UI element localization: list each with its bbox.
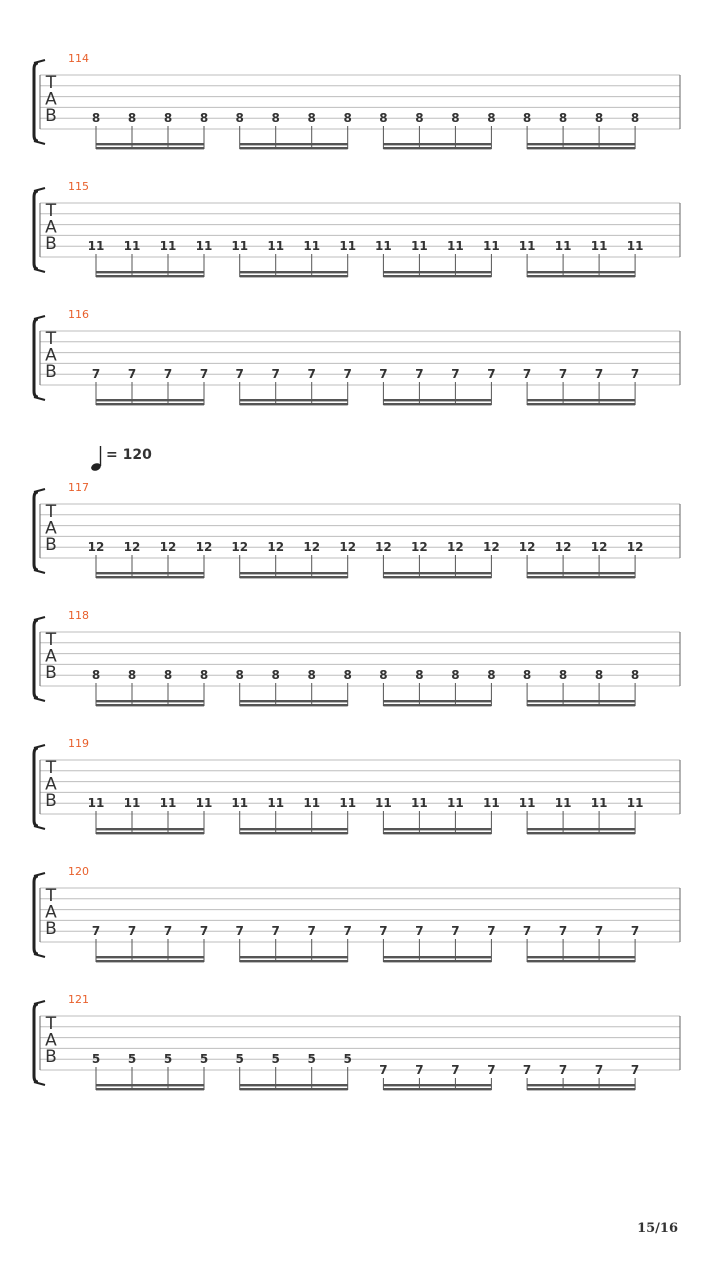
beam-secondary <box>240 704 348 706</box>
tab-clef-letter: A <box>45 345 57 366</box>
fret-number: 11 <box>123 796 141 810</box>
fret-number: 8 <box>271 111 280 125</box>
page-number: 15/16 <box>637 1221 678 1236</box>
fret-number: 11 <box>339 796 357 810</box>
beam-secondary <box>383 832 491 834</box>
fret-number: 11 <box>626 239 644 253</box>
fret-number: 11 <box>447 796 464 810</box>
beam-primary <box>383 572 491 574</box>
fret-number: 8 <box>451 111 460 125</box>
fret-number: 11 <box>159 796 177 810</box>
fret-number: 8 <box>163 668 173 682</box>
fret-number: 11 <box>518 239 536 253</box>
beam-primary <box>96 143 204 145</box>
fret-number: 7 <box>522 367 532 381</box>
fret-number: 12 <box>303 540 321 554</box>
fret-number: 11 <box>375 796 392 810</box>
fret-number: 12 <box>231 540 249 554</box>
beam-primary <box>383 1084 491 1086</box>
fret-number: 7 <box>630 1063 640 1077</box>
fret-number: 5 <box>91 1052 101 1066</box>
fret-number: 7 <box>127 924 137 938</box>
fret-number: 11 <box>339 239 357 253</box>
fret-number: 8 <box>199 668 209 682</box>
fret-number: 11 <box>303 796 321 810</box>
fret-number: 8 <box>91 111 101 125</box>
beam-secondary <box>527 960 635 962</box>
tab-system-118 <box>34 609 680 706</box>
fret-number: 12 <box>159 540 177 554</box>
fret-number: 11 <box>590 239 608 253</box>
measure-number: 117 <box>68 481 89 494</box>
beam-secondary <box>240 832 348 834</box>
system-bracket <box>34 620 38 698</box>
beam-secondary <box>383 704 491 706</box>
fret-number: 7 <box>235 924 244 938</box>
fret-number: 8 <box>630 668 640 682</box>
beam-primary <box>240 271 348 273</box>
measure-number: 120 <box>68 865 89 878</box>
beam-primary <box>383 700 491 702</box>
beam-secondary <box>527 704 635 706</box>
tab-system-116 <box>34 308 680 405</box>
beam-secondary <box>527 576 635 578</box>
fret-number: 8 <box>91 668 101 682</box>
measure-number: 118 <box>68 609 89 622</box>
tab-clef-letter: A <box>45 646 57 667</box>
fret-number: 11 <box>626 796 644 810</box>
fret-number: 8 <box>451 668 460 682</box>
fret-number: 8 <box>307 668 316 682</box>
fret-number: 7 <box>415 1063 424 1077</box>
fret-number: 8 <box>487 668 496 682</box>
fret-number: 7 <box>91 924 101 938</box>
fret-number: 7 <box>343 924 352 938</box>
fret-number: 8 <box>594 668 604 682</box>
beam-primary <box>240 399 348 401</box>
system-bracket <box>34 319 38 397</box>
beam-secondary <box>240 1088 348 1090</box>
fret-number: 8 <box>127 111 137 125</box>
fret-number: 5 <box>163 1052 173 1066</box>
beam-primary <box>383 828 491 830</box>
fret-number: 8 <box>343 111 352 125</box>
fret-number: 8 <box>163 111 173 125</box>
fret-number: 7 <box>487 924 496 938</box>
tab-system-115 <box>34 180 680 277</box>
system-bracket <box>34 1004 38 1082</box>
tab-clef-letter: T <box>45 329 57 349</box>
fret-number: 12 <box>411 540 428 554</box>
fret-number: 12 <box>195 540 213 554</box>
fret-number: 8 <box>379 111 388 125</box>
beam-secondary <box>383 275 491 277</box>
measure-number: 115 <box>68 180 89 193</box>
tab-clef-letter: B <box>45 663 57 683</box>
fret-number: 8 <box>415 668 424 682</box>
beam-secondary <box>527 275 635 277</box>
fret-number: 12 <box>554 540 572 554</box>
tab-clef-letter: B <box>45 919 57 939</box>
fret-number: 12 <box>267 540 285 554</box>
fret-number: 11 <box>483 239 500 253</box>
tab-clef-letter: B <box>45 791 57 811</box>
beam-secondary <box>96 1088 204 1090</box>
tab-clef-letter: T <box>45 1014 57 1034</box>
beam-primary <box>527 956 635 958</box>
beam-secondary <box>240 960 348 962</box>
fret-number: 7 <box>307 924 316 938</box>
beam-primary <box>96 572 204 574</box>
fret-number: 12 <box>483 540 500 554</box>
beam-secondary <box>96 275 204 277</box>
fret-number: 7 <box>379 367 388 381</box>
beam-primary <box>96 271 204 273</box>
fret-number: 7 <box>451 367 460 381</box>
fret-number: 11 <box>590 796 608 810</box>
measure-number: 116 <box>68 308 89 321</box>
fret-number: 7 <box>271 924 280 938</box>
beam-secondary <box>527 403 635 405</box>
beam-primary <box>527 399 635 401</box>
fret-number: 7 <box>415 924 424 938</box>
fret-number: 7 <box>199 367 209 381</box>
system-bracket <box>34 191 38 269</box>
fret-number: 8 <box>415 111 424 125</box>
fret-number: 5 <box>343 1052 352 1066</box>
system-bracket <box>34 63 38 141</box>
fret-number: 7 <box>163 367 173 381</box>
fret-number: 11 <box>483 796 500 810</box>
beam-secondary <box>96 403 204 405</box>
fret-number: 12 <box>447 540 464 554</box>
beam-secondary <box>527 147 635 149</box>
tempo-marking <box>90 446 152 472</box>
beam-secondary <box>240 275 348 277</box>
beam-primary <box>527 143 635 145</box>
fret-number: 11 <box>447 239 464 253</box>
fret-number: 7 <box>594 1063 604 1077</box>
fret-number: 11 <box>267 796 285 810</box>
fret-number: 11 <box>411 796 428 810</box>
fret-number: 8 <box>343 668 352 682</box>
tab-clef-letter: T <box>45 201 57 221</box>
fret-number: 11 <box>87 796 105 810</box>
fret-number: 8 <box>199 111 209 125</box>
fret-number: 8 <box>487 111 496 125</box>
tab-system-121 <box>34 993 680 1090</box>
tab-clef-letter: T <box>45 758 57 778</box>
fret-number: 12 <box>518 540 536 554</box>
fret-number: 7 <box>522 924 532 938</box>
beam-primary <box>240 143 348 145</box>
fret-number: 12 <box>123 540 141 554</box>
beam-secondary <box>96 832 204 834</box>
fret-number: 8 <box>127 668 137 682</box>
fret-number: 8 <box>594 111 604 125</box>
fret-number: 8 <box>558 668 568 682</box>
fret-number: 11 <box>231 796 249 810</box>
tab-clef-letter: T <box>45 630 57 650</box>
fret-number: 7 <box>487 1063 496 1077</box>
tab-system-114 <box>34 52 680 149</box>
fret-number: 7 <box>558 367 568 381</box>
fret-number: 8 <box>235 668 244 682</box>
beam-secondary <box>96 960 204 962</box>
beam-primary <box>527 1084 635 1086</box>
fret-number: 8 <box>307 111 316 125</box>
beam-secondary <box>240 403 348 405</box>
beam-secondary <box>383 403 491 405</box>
beam-secondary <box>96 576 204 578</box>
beam-primary <box>96 399 204 401</box>
beam-primary <box>240 1084 348 1086</box>
fret-number: 11 <box>411 239 428 253</box>
beam-primary <box>240 700 348 702</box>
beam-secondary <box>383 960 491 962</box>
tab-clef-letter: A <box>45 1030 57 1051</box>
beam-primary <box>527 271 635 273</box>
fret-number: 7 <box>558 1063 568 1077</box>
fret-number: 11 <box>518 796 536 810</box>
fret-number: 7 <box>271 367 280 381</box>
fret-number: 12 <box>339 540 357 554</box>
fret-number: 11 <box>554 239 572 253</box>
tab-clef-letter: B <box>45 535 57 555</box>
fret-number: 7 <box>451 924 460 938</box>
fret-number: 7 <box>379 1063 388 1077</box>
fret-number: 12 <box>87 540 105 554</box>
measure-number: 114 <box>68 52 89 65</box>
system-bracket <box>34 876 38 954</box>
tab-system-117 <box>34 481 680 578</box>
fret-number: 11 <box>123 239 141 253</box>
fret-number: 11 <box>303 239 321 253</box>
fret-number: 7 <box>594 924 604 938</box>
beam-primary <box>383 399 491 401</box>
system-bracket <box>34 748 38 826</box>
beam-primary <box>96 956 204 958</box>
beam-secondary <box>240 576 348 578</box>
beam-primary <box>383 143 491 145</box>
fret-number: 7 <box>415 367 424 381</box>
beam-secondary <box>383 1088 491 1090</box>
tab-system-119 <box>34 737 680 834</box>
tab-clef-letter: B <box>45 106 57 126</box>
measure-number: 121 <box>68 993 89 1006</box>
beam-primary <box>96 1084 204 1086</box>
fret-number: 12 <box>375 540 392 554</box>
fret-number: 5 <box>199 1052 209 1066</box>
fret-number: 7 <box>451 1063 460 1077</box>
beam-primary <box>96 700 204 702</box>
fret-number: 12 <box>626 540 644 554</box>
tab-clef-letter: B <box>45 1047 57 1067</box>
tab-clef-letter: A <box>45 217 57 238</box>
tab-clef-letter: T <box>45 886 57 906</box>
beam-secondary <box>96 147 204 149</box>
fret-number: 12 <box>590 540 608 554</box>
tab-clef-letter: A <box>45 518 57 539</box>
fret-number: 7 <box>199 924 209 938</box>
beam-primary <box>240 828 348 830</box>
tab-clef-letter: A <box>45 774 57 795</box>
beam-secondary <box>383 576 491 578</box>
fret-number: 7 <box>522 1063 532 1077</box>
beam-secondary <box>96 704 204 706</box>
system-bracket <box>34 492 38 570</box>
beam-secondary <box>383 147 491 149</box>
fret-number: 11 <box>159 239 177 253</box>
beam-primary <box>96 828 204 830</box>
beam-primary <box>527 700 635 702</box>
beam-secondary <box>527 1088 635 1090</box>
fret-number: 7 <box>343 367 352 381</box>
tab-clef-letter: T <box>45 73 57 93</box>
tab-system-120 <box>34 865 680 962</box>
fret-number: 7 <box>307 367 316 381</box>
fret-number: 8 <box>271 668 280 682</box>
measure-number: 119 <box>68 737 89 750</box>
fret-number: 7 <box>487 367 496 381</box>
fret-number: 7 <box>235 367 244 381</box>
tempo-text: = 120 <box>106 447 152 463</box>
fret-number: 7 <box>630 367 640 381</box>
fret-number: 7 <box>91 367 101 381</box>
tab-clef-letter: B <box>45 234 57 254</box>
beam-secondary <box>240 147 348 149</box>
beam-primary <box>383 271 491 273</box>
fret-number: 11 <box>195 796 213 810</box>
fret-number: 5 <box>271 1052 280 1066</box>
fret-number: 8 <box>558 111 568 125</box>
fret-number: 8 <box>522 111 532 125</box>
fret-number: 11 <box>375 239 392 253</box>
tab-clef-letter: T <box>45 502 57 522</box>
fret-number: 7 <box>163 924 173 938</box>
beam-primary <box>527 828 635 830</box>
beam-secondary <box>527 832 635 834</box>
fret-number: 11 <box>267 239 285 253</box>
fret-number: 11 <box>554 796 572 810</box>
fret-number: 7 <box>379 924 388 938</box>
beam-primary <box>527 572 635 574</box>
fret-number: 7 <box>630 924 640 938</box>
fret-number: 7 <box>594 367 604 381</box>
beam-primary <box>240 572 348 574</box>
fret-number: 5 <box>307 1052 316 1066</box>
fret-number: 5 <box>127 1052 137 1066</box>
tab-clef-letter: A <box>45 89 57 110</box>
tab-clef-letter: B <box>45 362 57 382</box>
fret-number: 8 <box>630 111 640 125</box>
fret-number: 11 <box>195 239 213 253</box>
beam-primary <box>383 956 491 958</box>
fret-number: 7 <box>127 367 137 381</box>
fret-number: 7 <box>558 924 568 938</box>
tab-clef-letter: A <box>45 902 57 923</box>
fret-number: 8 <box>235 111 244 125</box>
fret-number: 5 <box>235 1052 244 1066</box>
fret-number: 11 <box>231 239 249 253</box>
beam-primary <box>240 956 348 958</box>
fret-number: 8 <box>522 668 532 682</box>
fret-number: 11 <box>87 239 105 253</box>
fret-number: 8 <box>379 668 388 682</box>
